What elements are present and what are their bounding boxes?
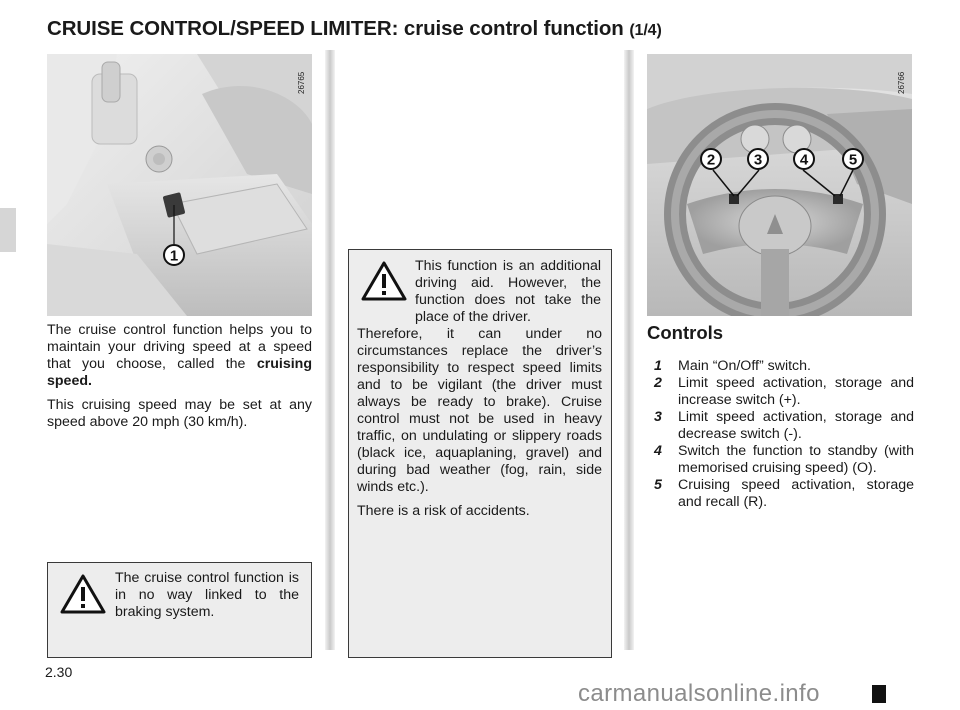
control-item xyxy=(654,477,914,511)
image-ref-right: 26766 xyxy=(897,71,906,94)
callout-4-label: 4 xyxy=(799,151,809,169)
column-divider-right xyxy=(624,50,634,650)
driver-aid-warning-body: Therefore, it can under no circumstances replace the driver’s responsibility to respect speed limits and to be vigilant (the driver must always be ready to brake). Cruise control must not be used in heavy traffic, on undulating or slippery roads (black ice, aquaplaning, gravel) and during bad weather (fog, rain, side winds etc.). xyxy=(357,326,602,495)
section-tab xyxy=(0,208,16,252)
control-item xyxy=(654,443,914,477)
control-description: Limit speed activation, storage and increase switch (+). xyxy=(678,375,914,408)
callout-3-label: 3 xyxy=(753,151,763,169)
callout-5-label: 5 xyxy=(848,151,858,169)
warning-triangle-icon xyxy=(60,574,106,614)
control-item xyxy=(654,375,914,409)
watermark: carmanualsonline.info xyxy=(578,680,820,707)
driver-aid-warning-lead: This function is an additional driving aid. However, the function does not take the place of the driver. xyxy=(415,258,601,325)
cruising-speed-term: cruising speed. xyxy=(47,356,312,389)
callout-1 xyxy=(164,245,184,265)
control-number: 3 xyxy=(654,409,662,425)
braking-warning-text: The cruise control function is in no way linked to the braking system. xyxy=(115,570,299,620)
console-drawing xyxy=(47,54,312,316)
corner-mark xyxy=(872,685,886,703)
callout-1-label: 1 xyxy=(169,247,179,265)
page-title xyxy=(47,17,662,41)
speed-paragraph: This cruising speed may be set at any speed above 20 mph (30 km/h). xyxy=(47,397,312,430)
intro-paragraph xyxy=(47,322,312,390)
controls-heading: Controls xyxy=(647,322,724,343)
control-number: 4 xyxy=(654,443,662,459)
control-description: Switch the function to standby (with memorised cruising speed) (O). xyxy=(678,443,914,476)
image-ref-left: 26765 xyxy=(297,71,306,94)
steering-wheel-drawing xyxy=(647,54,912,316)
control-number: 5 xyxy=(654,477,662,493)
control-number: 2 xyxy=(654,375,662,391)
console-illustration xyxy=(47,54,312,316)
control-description: Cruising speed activation, storage and recall (R). xyxy=(678,477,914,510)
control-item xyxy=(654,409,914,443)
control-description: Limit speed activation, storage and decrease switch (-). xyxy=(678,409,914,442)
driver-aid-warning-box xyxy=(348,249,612,658)
page-title-text: CRUISE CONTROL/SPEED LIMITER: cruise control function xyxy=(47,17,624,40)
column-divider-left xyxy=(325,50,335,650)
warning-triangle-icon xyxy=(361,261,407,301)
control-number: 1 xyxy=(654,358,662,374)
page-title-suffix: (1/4) xyxy=(629,22,662,39)
page-number: 2.30 xyxy=(45,664,73,680)
control-description: Main “On/Off” switch. xyxy=(678,358,811,374)
braking-warning-box xyxy=(47,562,312,658)
steering-wheel-illustration xyxy=(647,54,912,316)
callout-2-label: 2 xyxy=(706,151,716,169)
controls-list xyxy=(654,358,914,511)
callout-2 xyxy=(701,149,721,169)
callout-3 xyxy=(748,149,768,169)
control-item xyxy=(654,358,914,375)
callout-4 xyxy=(794,149,814,169)
intro-text: The cruise control function helps you to maintain your driving speed at a speed that you choose, called the xyxy=(47,322,312,372)
callout-5 xyxy=(843,149,863,169)
accident-risk-text: There is a risk of accidents. xyxy=(357,503,530,519)
